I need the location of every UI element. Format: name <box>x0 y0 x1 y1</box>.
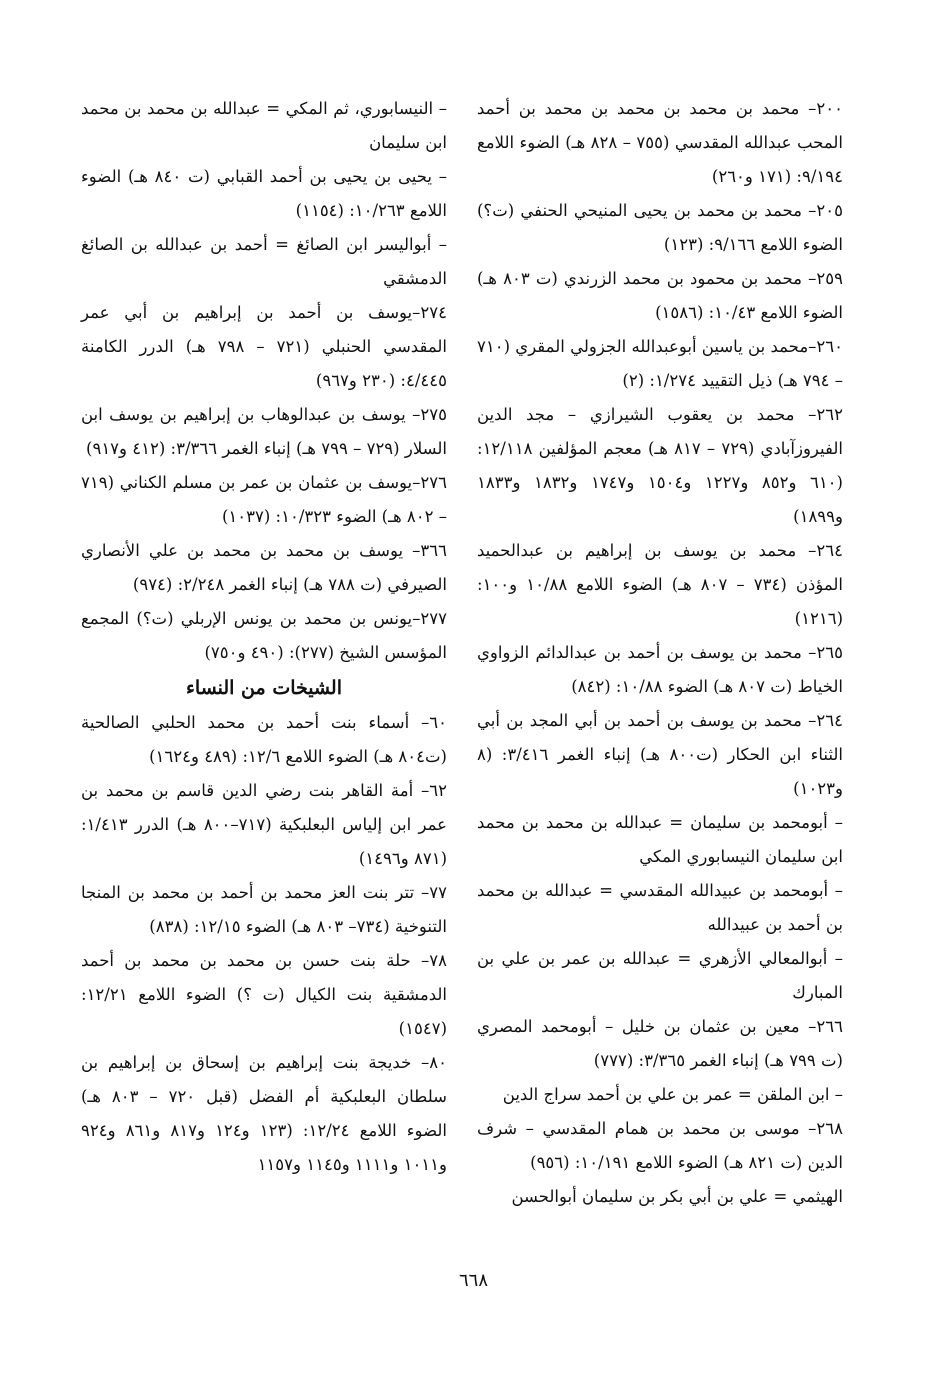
cross-reference: – أبواليسر ابن الصائغ = أحمد بن عبدالله بن الصائغ الدمشقي <box>81 235 447 288</box>
cross-reference: – ابن الملقن = عمر بن علي بن أحمد سراج الدين <box>502 1085 843 1104</box>
index-entry: ٢٧٥– يوسف بن عبدالوهاب بن إبراهيم بن يوسف ابن السلار (٧٢٩ – ٧٩٩ هـ) إنباء الغمر ٣/٣٦٦: (٤١٢ و٩١٧) <box>81 405 447 458</box>
index-entry: ٢٦٠–محمد بن ياسين أبوعبدالله الجزولي المقري (٧١٠ – ٧٩٤ هـ) ذيل التقييد ١/٢٧٤: (٢) <box>477 337 843 390</box>
section-heading: الشيخات من النساء <box>185 677 343 699</box>
index-entry: ٢٧٧–يونس بن محمد بن يونس الإربلي (ت؟) المجمع المؤسس الشيخ (٢٧٧): (٤٩٠ و٧٥٠) <box>81 609 447 662</box>
cross-reference: – أبومحمد بن سليمان = عبدالله بن محمد بن محمد ابن سليمان النيسابوري المكي <box>477 813 843 866</box>
index-column-right <box>477 92 843 1214</box>
index-entry: ٢٦٤– محمد بن يوسف بن أحمد بن أبي المجد بن أبي الثناء ابن الحكار (ت٨٠٠ هـ) إنباء الغمر ٣/٤١٦: (٨ و١٠٢٣) <box>477 711 844 798</box>
index-entry: ٢٦٥– محمد بن يوسف بن أحمد بن عبدالدائم الزواوي الخياط (ت ٨٠٧ هـ) الضوء ١٠/٨٨: (٨٤٢) <box>477 643 843 696</box>
index-entry: ٣٦٦– يوسف بن محمد بن محمد بن علي الأنصاري الصيرفي (ت ٧٨٨ هـ) إنباء الغمر ٢/٢٤٨: (٩٧٤) <box>81 541 447 594</box>
index-entry: ٢٠٠– محمد بن محمد بن محمد بن محمد بن أحمد المحب عبدالله المقدسي (٧٥٥ – ٨٢٨ هـ) الضوء اللامع ٩/١٩٤: (١٧١ و٢٦٠) <box>477 99 843 186</box>
index-entry: ٧٨– حلة بنت حسن بن محمد بن محمد بن أحمد الدمشقية بنت الكيال (ت ؟) الضوء اللامع ١٢/٢١: (١٥٤٧) <box>81 951 447 1038</box>
index-entry: – يحيى بن يحيى بن أحمد القبابي (ت ٨٤٠ هـ) الضوء اللامع ١٠/٢٦٣: (١١٥٤) <box>81 167 447 220</box>
cross-reference: الهيثمي = علي بن أبي بكر بن سليمان أبوالحسن <box>511 1187 843 1206</box>
index-entry: ٢٧٤–يوسف بن أحمد بن إبراهيم بن أبي عمر المقدسي الحنبلي (٧٢١ – ٧٩٨ هـ) الدرر الكامنة ٤/٤٤٥: (٢٣٠ و٩٦٧) <box>81 303 447 390</box>
index-entry: ٦٠– أسماء بنت أحمد بن محمد الحلبي الصالحية (ت٨٠٤ هـ) الضوء اللامع ١٢/٦: (٤٨٩ و١٦٢٤) <box>81 713 447 766</box>
index-entry: ٢٠٥– محمد بن محمد بن يحيى المنيحي الحنفي (ت؟) الضوء اللامع ٩/١٦٦: (١٢٣) <box>477 201 843 254</box>
cross-reference: – أبومحمد بن عبيدالله المقدسي = عبدالله بن محمد بن أحمد بن عبيدالله <box>477 881 843 934</box>
index-entry: ٢٥٩– محمد بن محمود بن محمد الزرندي (ت ٨٠٣ هـ) الضوء اللامع ١٠/٤٣: (١٥٨٦) <box>477 269 843 322</box>
page-number: ٦٦٨ <box>458 1270 488 1291</box>
cross-reference: – النيسابوري، ثم المكي = عبدالله بن محمد بن محمد ابن سليمان <box>81 99 447 152</box>
index-entry: ٢٦٢– محمد بن يعقوب الشيرازي – مجد الدين الفيروزآبادي (٧٢٩ – ٨١٧ هـ) معجم المؤلفين ١٢/١١٨: (٦١٠ و٨٥٢ و١٢٢٧ و١٥٠٤ و١٧٤٧ و١٨٣٢ و١٨٣٣ و١٨٩٩) <box>477 405 843 526</box>
index-entry: ٢٦٦– معين بن عثمان بن خليل – أبومحمد المصري (ت ٧٩٩ هـ) إنباء الغمر ٣/٣٦٥: (٧٧٧) <box>477 1017 843 1070</box>
index-entry: ٢٦٤– محمد بن يوسف بن إبراهيم بن عبدالحميد المؤذن (٧٣٤ – ٨٠٧ هـ) الضوء اللامع ١٠/٨٨ و١٠٠: (١٢١٦) <box>477 541 844 628</box>
index-entry: ٨٠– خديجة بنت إبراهيم بن إسحاق بن إبراهيم بن سلطان البعلبكية أم الفضل (قبل ٧٢٠ – ٨٠٣ هـ) الضوء اللامع ١٢/٢٤: (١٢٣ و١٢٤ و٨١٧ و٨٦١ و٩٢٤ و١٠١١ و١١١١ و١١٤٥ و١١٥٧ <box>81 1053 448 1174</box>
index-entry: ٧٧– تتر بنت العز محمد بن أحمد بن محمد بن المنجا التنوخية (٧٣٤– ٨٠٣ هـ) الضوء ١٢/١٥: (٨٣٨) <box>81 883 447 936</box>
index-entry: ٢٦٨– موسى بن محمد بن همام المقدسي – شرف الدين (ت ٨٢١ هـ) الضوء اللامع ١٠/١٩١: (٩٥٦) <box>477 1119 843 1172</box>
index-column-left <box>81 92 447 1182</box>
cross-reference: – أبوالمعالي الأزهري = عبدالله بن عمر بن علي بن المبارك <box>477 949 843 1002</box>
index-entry: ٢٧٦–يوسف بن عثمان بن عمر بن مسلم الكناني (٧١٩ – ٨٠٢ هـ) الضوء ١٠/٣٢٣: (١٠٣٧) <box>81 473 447 526</box>
index-entry: ٦٢– أمة القاهر بنت رضي الدين قاسم بن محمد بن عمر ابن إلياس البعلبكية (٧١٧–٨٠٠ هـ) الدرر ١/٤١٣: (٨٧١ و١٤٩٦) <box>81 781 447 868</box>
